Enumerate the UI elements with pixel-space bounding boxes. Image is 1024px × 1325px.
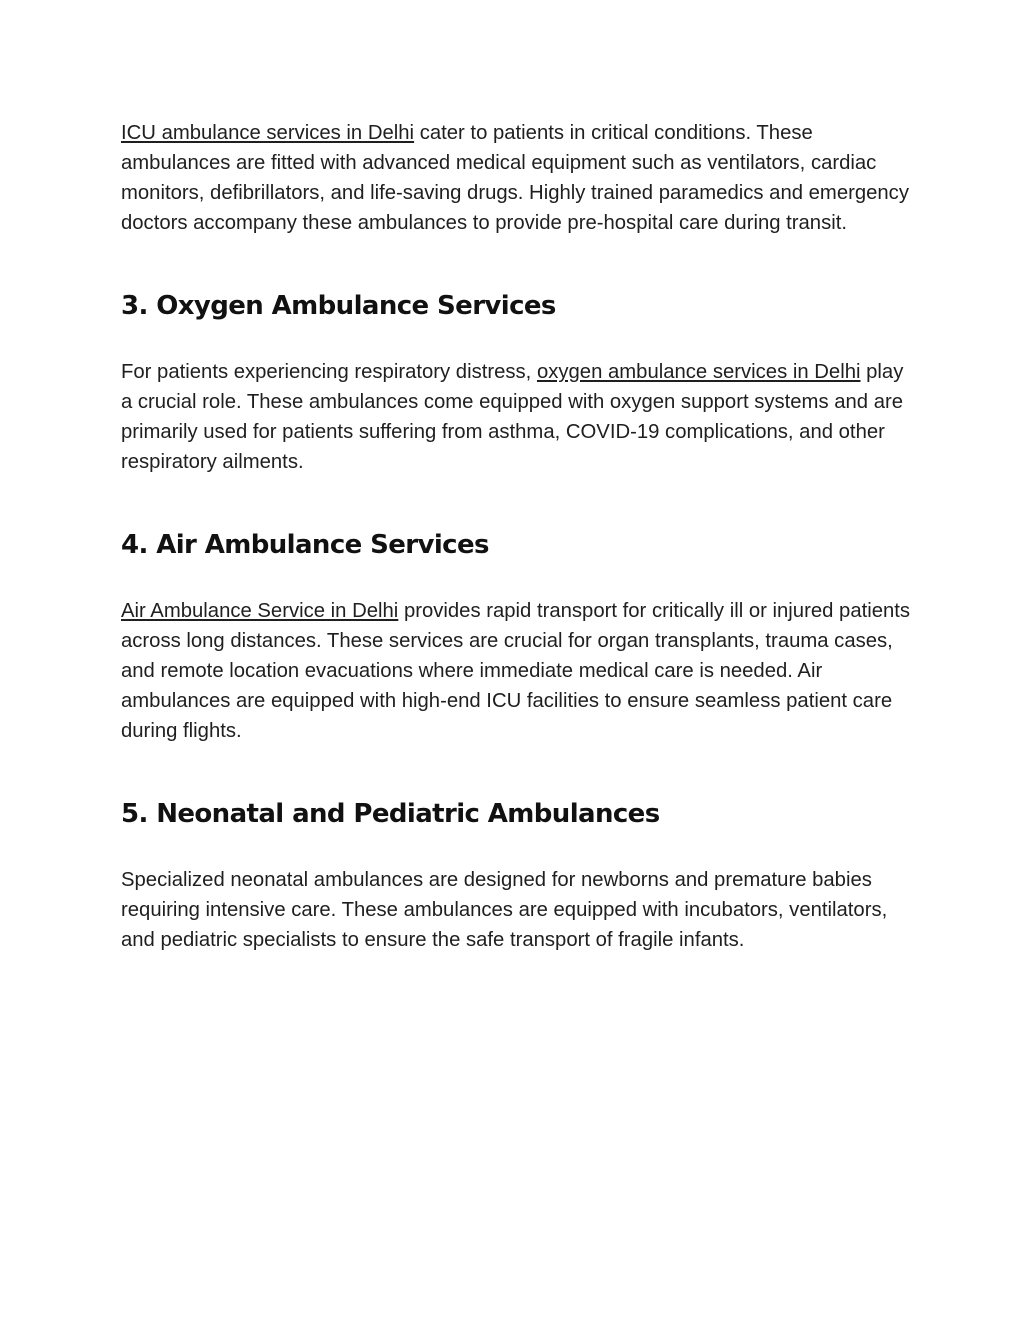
oxygen-paragraph-text-after: play a crucial role. These ambulances come equipped with oxygen support systems and are primarily used for patients suffering from asthma, COVID-19 complications, and other respiratory ailments. [121, 361, 904, 473]
air-ambulance-heading: 4. Air Ambulance Services [121, 530, 489, 560]
air-ambulance-link[interactable]: Air Ambulance Service in Delhi [121, 600, 399, 622]
oxygen-ambulance-link[interactable]: oxygen ambulance services in Delhi [536, 361, 861, 383]
neonatal-paragraph: Specialized neonatal ambulances are designed for newborns and premature babies requiring intensive care. These ambulances are equipped with incubators, ventilators, and pediatric specialists to ensure the safe transport of fragile infants. [121, 869, 888, 951]
air-paragraph [121, 596, 911, 746]
icu-ambulance-link[interactable]: ICU ambulance services in Delhi [121, 122, 415, 144]
oxygen-paragraph-text-before: For patients experiencing respiratory distress, [121, 361, 537, 383]
oxygen-ambulance-heading: 3. Oxygen Ambulance Services [121, 291, 556, 321]
icu-paragraph [121, 118, 911, 238]
air-paragraph-text: provides rapid transport for critically ill or injured patients across long distances. These services are crucial for organ transplants, trauma cases, and remote location evacuations where immediate medical care is needed. Air ambulances are equipped with high-end ICU facilities to ensure seamless patient care during flights. [121, 600, 911, 742]
neonatal-ambulance-heading: 5. Neonatal and Pediatric Ambulances [121, 799, 660, 829]
icu-paragraph-text: cater to patients in critical conditions. These ambulances are fitted with advanced medical equipment such as ventilators, cardiac monitors, defibrillators, and life-saving drugs. Highly trained paramedics and emergency doctors accompany these ambulances to provide pre-hospital care during transit. [121, 122, 909, 234]
document-page [121, 118, 911, 955]
oxygen-paragraph [121, 357, 911, 477]
